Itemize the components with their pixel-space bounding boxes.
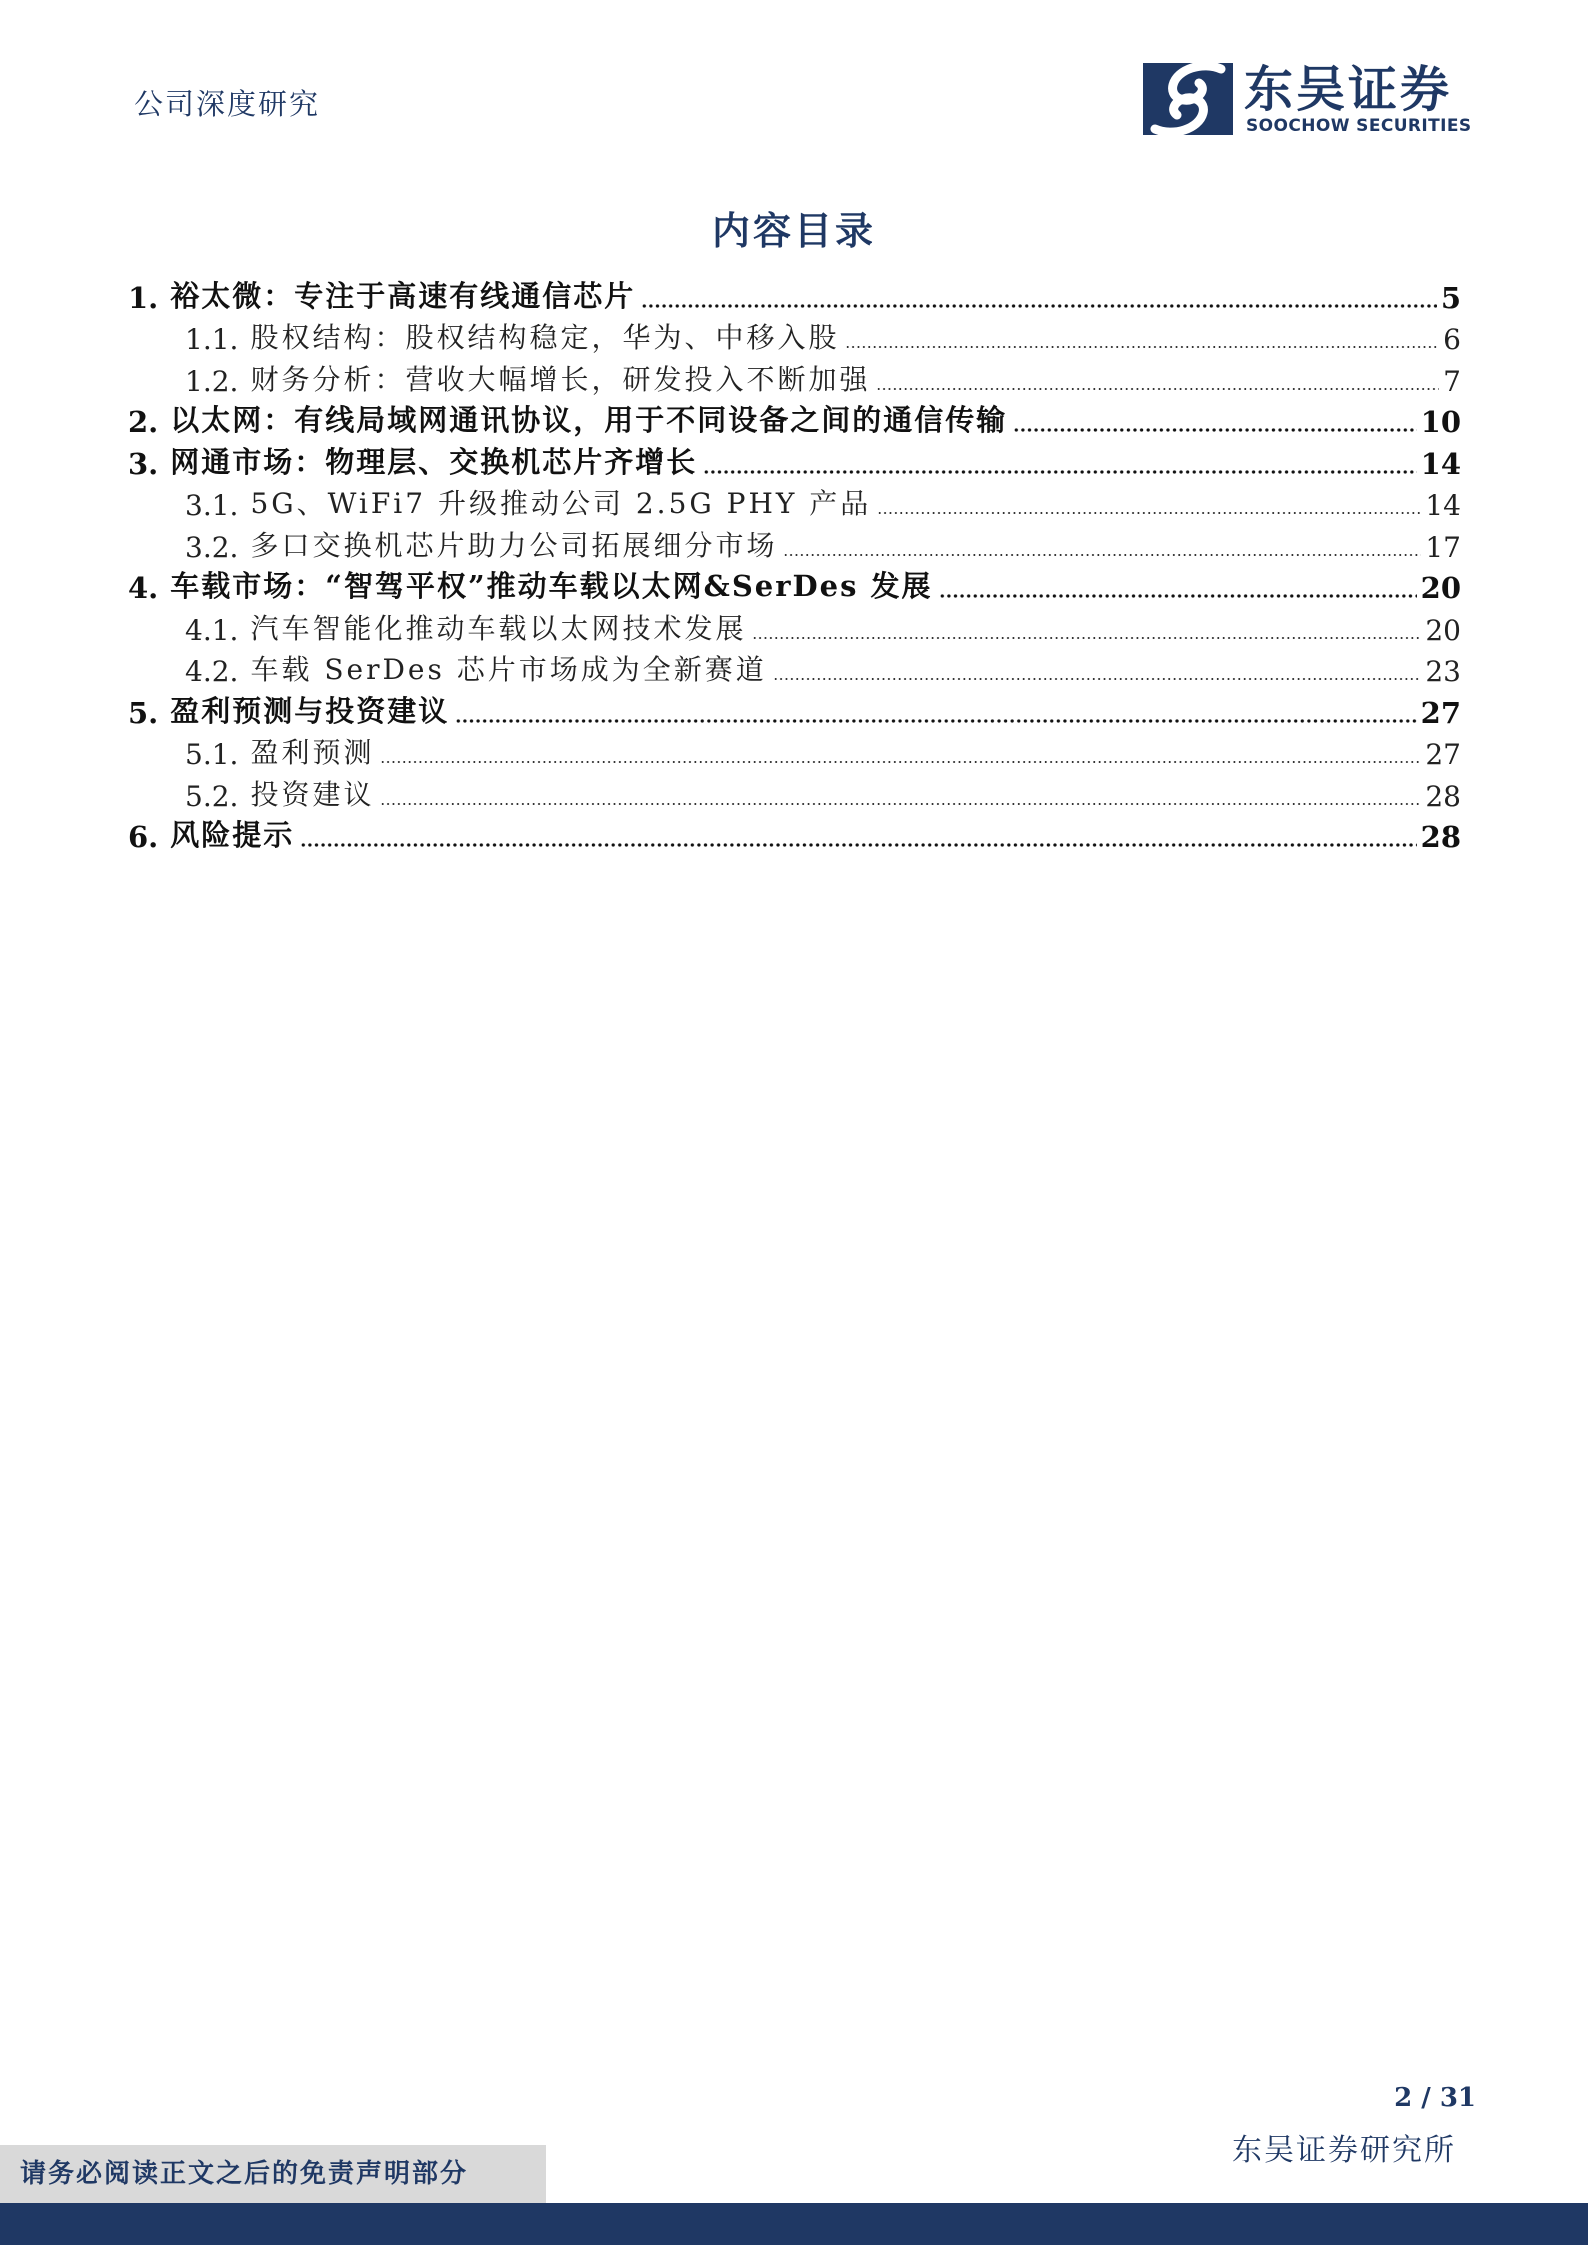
toc-entry-number: 2. xyxy=(128,405,159,439)
toc-title: 内容目录 xyxy=(711,208,876,253)
toc-entry[interactable] xyxy=(128,568,1461,610)
toc-entry[interactable] xyxy=(128,443,1461,485)
logo-name-cn: 东吴证券 xyxy=(1244,61,1453,118)
toc-entry[interactable] xyxy=(128,609,1461,651)
toc-leader-dots xyxy=(455,719,1416,723)
toc-entry-number: 1.2. xyxy=(185,364,239,398)
toc-entry-text: 盈利预测与投资建议 xyxy=(170,693,450,728)
toc-entry-page: 5 xyxy=(1440,280,1461,315)
toc-entry-text: 盈利预测 xyxy=(250,736,375,769)
toc-entry-text: 财务分析：营收大幅增长，研发投入不断加强 xyxy=(250,362,871,396)
toc-entry-page: 20 xyxy=(1420,571,1461,605)
toc-entry-text: 风险提示 xyxy=(170,818,295,852)
toc-entry-page: 28 xyxy=(1420,820,1461,854)
toc-leader-dots xyxy=(876,387,1439,391)
footer-disclaimer: 请务必阅读正文之后的免责声明部分 xyxy=(0,2145,546,2203)
toc-entry[interactable] xyxy=(128,526,1461,568)
toc-entry[interactable] xyxy=(128,817,1461,859)
toc-entry-number: 4.1. xyxy=(185,613,239,647)
toc-leader-dots xyxy=(877,511,1421,515)
toc-leader-dots xyxy=(1013,428,1416,432)
toc-entry-number: 6. xyxy=(128,820,159,854)
toc-entry-page: 23 xyxy=(1425,655,1461,688)
toc-entry-number: 4. xyxy=(128,571,159,605)
toc-leader-dots xyxy=(783,553,1421,557)
footer-bar xyxy=(0,2203,1588,2245)
toc-entry-text: 多口交换机芯片助力公司拓展细分市场 xyxy=(250,528,778,562)
toc-entry-number: 3.2. xyxy=(185,530,239,564)
toc-leader-dots xyxy=(752,636,1421,640)
toc-entry[interactable] xyxy=(128,277,1461,319)
toc-entry-number: 1.1. xyxy=(185,323,239,356)
toc-leader-dots xyxy=(773,677,1422,681)
toc-entry-number: 5.2. xyxy=(185,779,239,813)
toc-entry-text: 车载 SerDes 芯片市场成为全新赛道 xyxy=(250,653,767,686)
footer-institute-name: 东吴证券研究所 xyxy=(1232,2133,1456,2168)
toc-leader-dots xyxy=(380,802,1421,806)
toc-entry-page: 20 xyxy=(1425,613,1461,647)
toc-leader-dots xyxy=(845,345,1439,349)
company-logo xyxy=(1140,60,1470,140)
logo-name-en: SOOCHOW SECURITIES xyxy=(1246,116,1472,136)
toc-entry-page: 6 xyxy=(1443,323,1461,356)
toc-entry-text: 5G、WiFi7 升级推动公司 2.5G PHY 产品 xyxy=(250,487,872,520)
toc-entry-page: 28 xyxy=(1425,779,1461,813)
toc-leader-dots xyxy=(641,304,1437,308)
toc-entry-number: 4.2. xyxy=(185,655,239,688)
toc-entry[interactable] xyxy=(128,734,1461,776)
table-of-contents xyxy=(128,277,1461,858)
toc-entry[interactable] xyxy=(128,319,1461,361)
toc-entry-number: 3.1. xyxy=(185,489,239,522)
toc-entry-text: 车载市场：“智驾平权”推动车载以太网&SerDes 发展 xyxy=(170,569,933,603)
toc-entry-text: 股权结构：股权结构稳定，华为、中移入股 xyxy=(250,321,840,354)
toc-entry-text: 网通市场：物理层、交换机芯片齐增长 xyxy=(170,444,698,479)
toc-entry-number: 3. xyxy=(128,446,159,481)
toc-entry-page: 27 xyxy=(1420,695,1461,730)
toc-entry[interactable] xyxy=(128,485,1461,527)
toc-entry-text: 投资建议 xyxy=(250,777,375,811)
toc-entry-page: 7 xyxy=(1443,364,1461,398)
toc-entry-number: 5.1. xyxy=(185,738,239,771)
toc-entry[interactable] xyxy=(128,360,1461,402)
toc-leader-dots xyxy=(380,760,1421,764)
toc-entry-page: 14 xyxy=(1425,489,1461,522)
toc-entry[interactable] xyxy=(128,775,1461,817)
toc-leader-dots xyxy=(300,843,1416,847)
toc-leader-dots xyxy=(703,470,1416,474)
toc-entry-text: 以太网：有线局域网通讯协议，用于不同设备之间的通信传输 xyxy=(170,403,1008,437)
toc-entry[interactable] xyxy=(128,402,1461,444)
toc-entry-page: 14 xyxy=(1420,446,1461,481)
toc-leader-dots xyxy=(939,594,1417,598)
toc-entry-page: 17 xyxy=(1425,530,1461,564)
toc-entry-number: 5. xyxy=(128,695,159,730)
toc-entry-text: 汽车智能化推动车载以太网技术发展 xyxy=(250,611,747,645)
soochow-logo-icon xyxy=(1143,63,1233,135)
document-type-label: 公司深度研究 xyxy=(134,87,321,121)
toc-entry-page: 10 xyxy=(1420,405,1461,439)
toc-entry-text: 裕太微：专注于高速有线通信芯片 xyxy=(170,278,636,313)
toc-entry-page: 27 xyxy=(1425,738,1461,771)
toc-entry[interactable] xyxy=(128,692,1461,734)
toc-entry-number: 1. xyxy=(128,280,159,315)
page-number: 2 / 31 xyxy=(1394,2083,1476,2113)
toc-entry[interactable] xyxy=(128,651,1461,693)
